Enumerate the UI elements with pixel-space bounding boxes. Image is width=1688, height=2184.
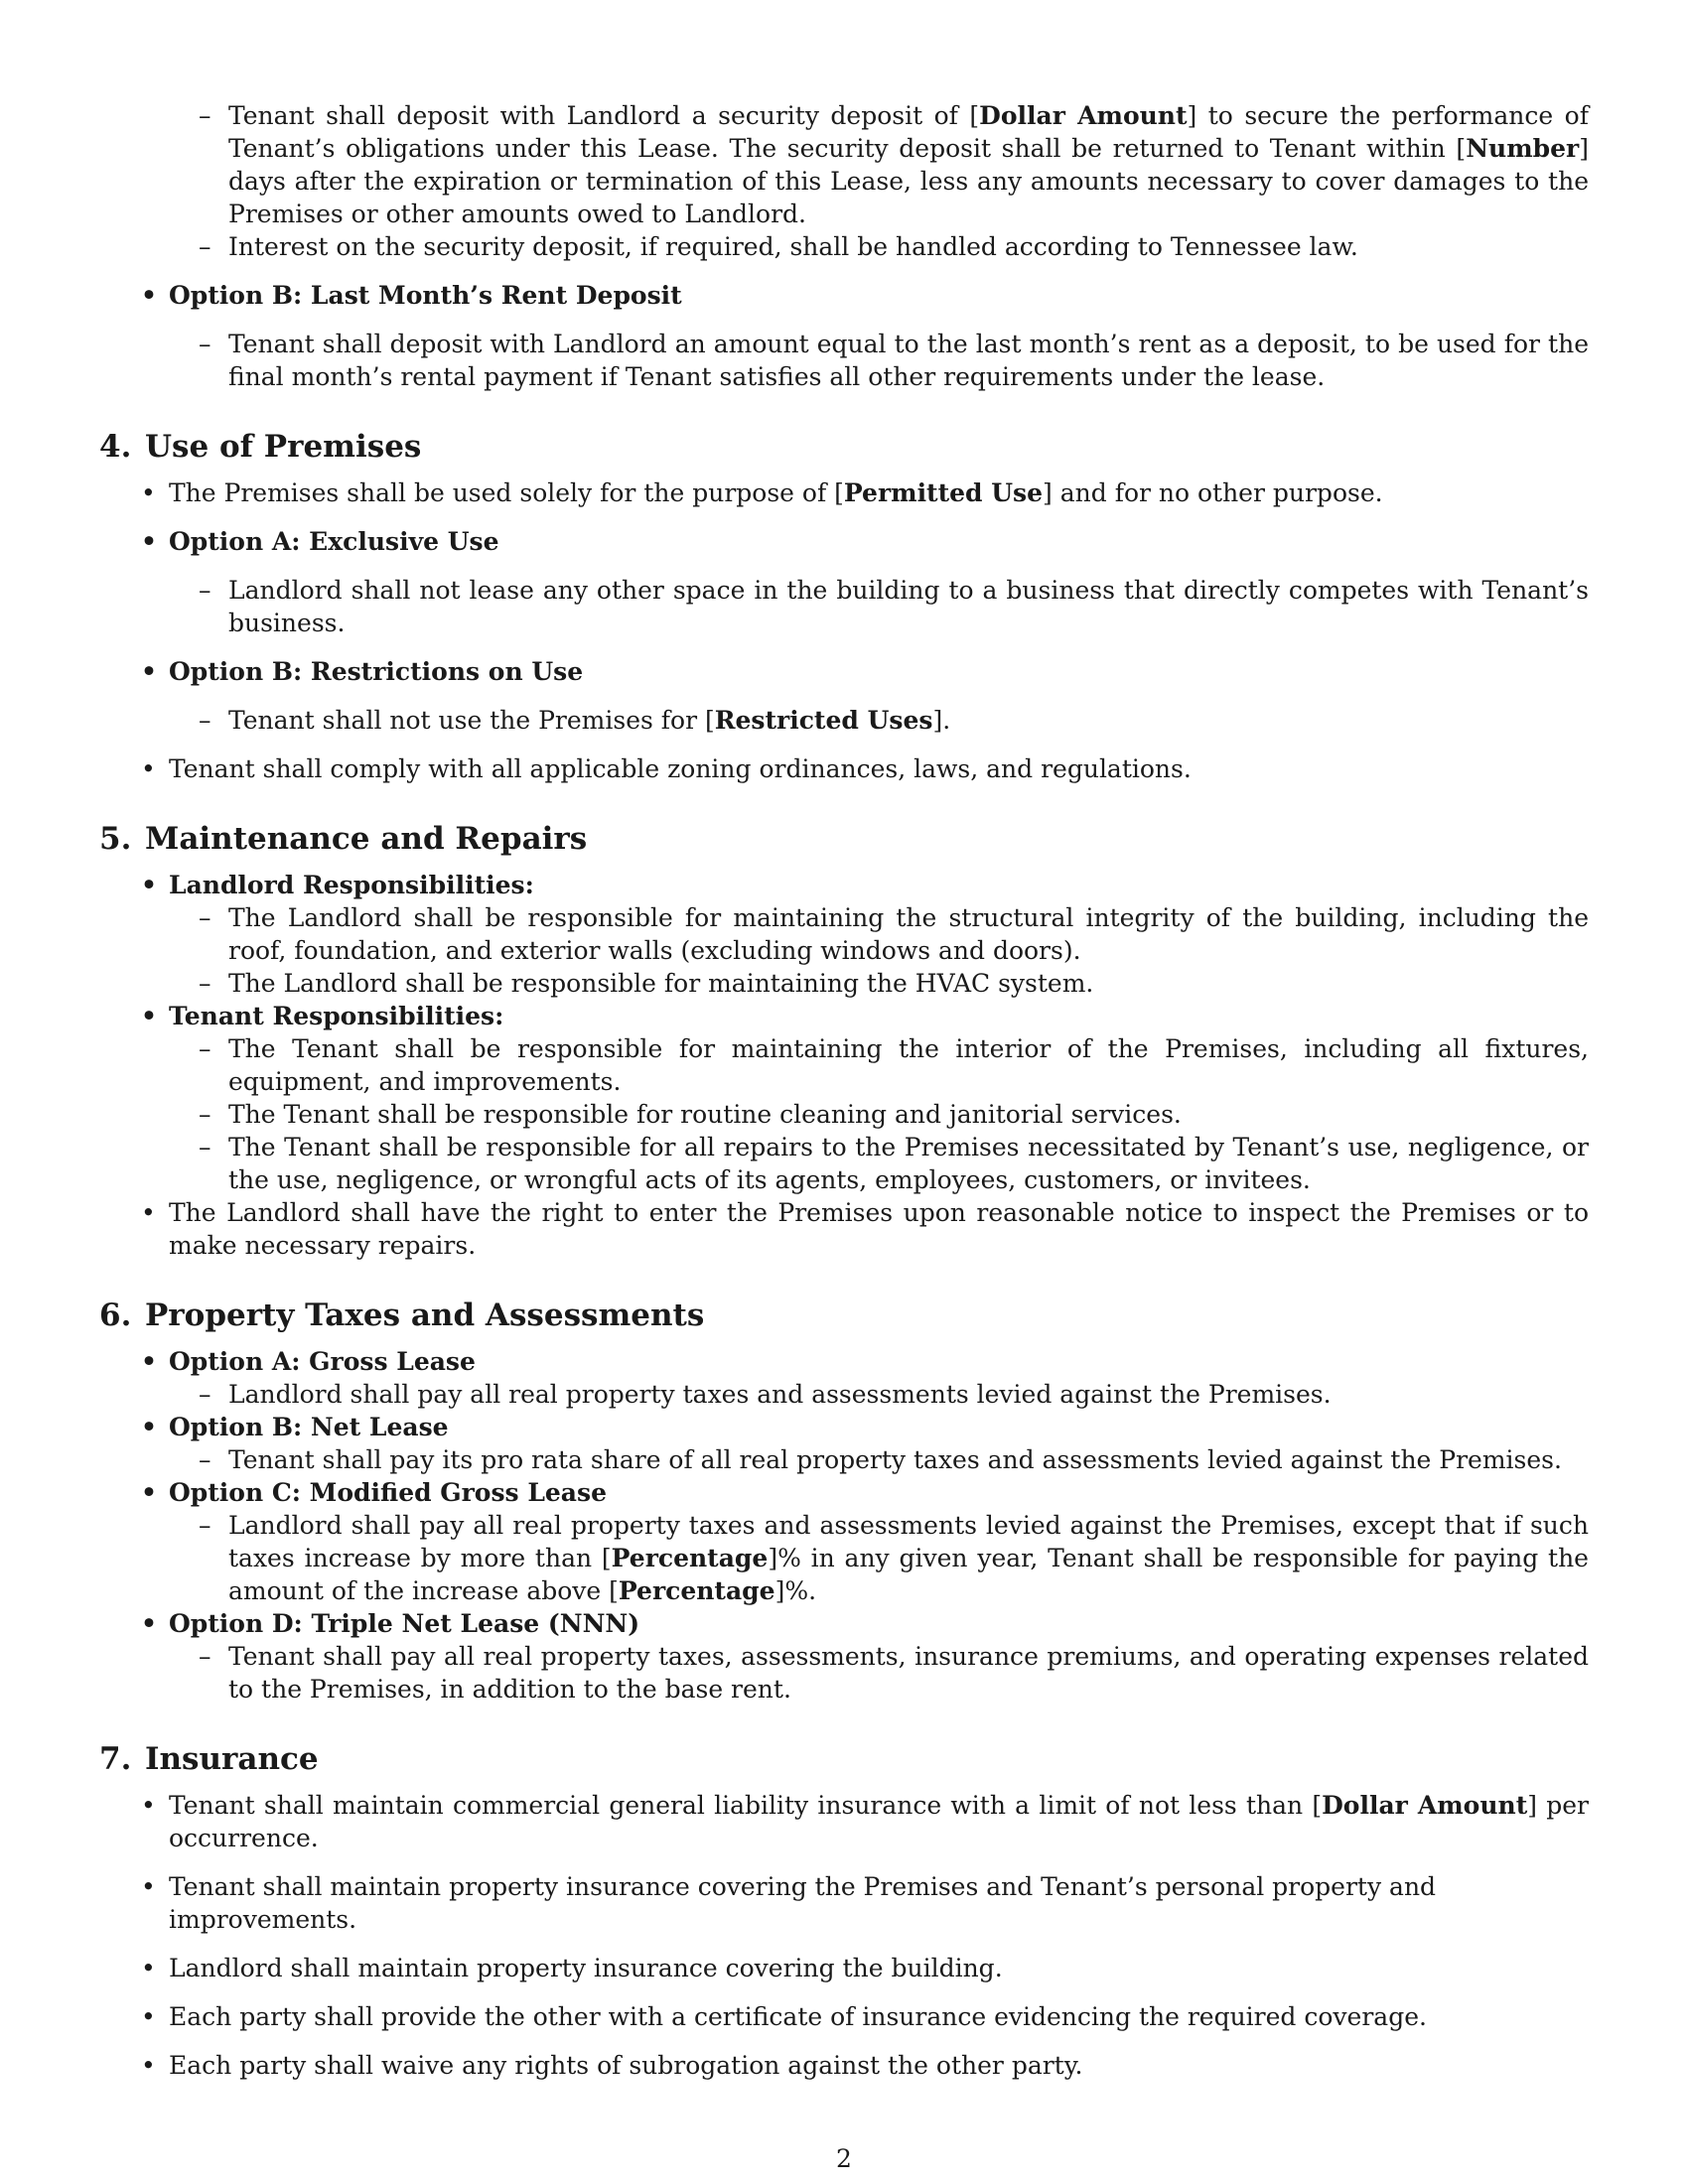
section-7-heading: 7. Insurance [99, 1741, 319, 1777]
tenant-repairs-item: – The Tenant shall be responsible for all repairs to the Premises necessitated by Tenant’s use, negligence, or the use, negligence, or wrongful acts of its agents, employees, customers, or invitees. [99, 1131, 1589, 1196]
option-c-modified-gross: • Option C: Modified Gross Lease [99, 1476, 1589, 1509]
triple-net-item: – Tenant shall pay all real property taxes, assessments, insurance premiums, and operating expenses related to the Premises, in addition to the base rent. [99, 1640, 1589, 1706]
section-4-heading: 4. Use of Premises [99, 429, 422, 465]
property-insurance-tenant-item: • Tenant shall maintain property insurance covering the Premises and Tenant’s personal property and improvements. [99, 1870, 1589, 1936]
option-a-exclusive-use: • Option A: Exclusive Use [99, 525, 1589, 558]
permitted-use-item: • The Premises shall be used solely for the purpose of [Permitted Use] and for no other purpose. [99, 477, 1589, 509]
page-number: 2 [836, 2144, 852, 2173]
landlord-structural-item: – The Landlord shall be responsible for maintaining the structural integrity of the building, including the roof, foundation, and exterior walls (excluding windows and doors). [99, 901, 1589, 967]
deposit-interest-item: – Interest on the security deposit, if required, shall be handled according to Tennessee law. [99, 230, 1589, 263]
landlord-responsibilities-heading: • Landlord Responsibilities: [99, 869, 1589, 901]
option-d-triple-net: • Option D: Triple Net Lease (NNN) [99, 1607, 1589, 1640]
page-content [99, 99, 1589, 2082]
restricted-uses-item: – Tenant shall not use the Premises for [Restricted Uses]. [99, 704, 1589, 737]
certificate-insurance-item: • Each party shall provide the other with a certificate of insurance evidencing the required coverage. [99, 2000, 1589, 2033]
option-b-net-lease: • Option B: Net Lease [99, 1411, 1589, 1443]
gross-lease-item: – Landlord shall pay all real property taxes and assessments levied against the Premises. [99, 1378, 1589, 1411]
net-lease-item: – Tenant shall pay its pro rata share of all real property taxes and assessments levied against the Premises. [99, 1443, 1589, 1476]
landlord-hvac-item: – The Landlord shall be responsible for maintaining the HVAC system. [99, 967, 1589, 1000]
modified-gross-item: – Landlord shall pay all real property taxes and assessments levied against the Premises, except that if such taxes increase by more than [Percentage]% in any given year, Tenant shall be responsible for paying the amount of the increase above [Percentage]%. [99, 1509, 1589, 1607]
liability-insurance-item: • Tenant shall maintain commercial general liability insurance with a limit of not less than [Dollar Amount] per occurrence. [99, 1789, 1589, 1854]
section-5-heading: 5. Maintenance and Repairs [99, 821, 588, 857]
tenant-responsibilities-heading: • Tenant Responsibilities: [99, 1000, 1589, 1032]
property-insurance-landlord-item: • Landlord shall maintain property insurance covering the building. [99, 1952, 1589, 1984]
zoning-compliance-item: • Tenant shall comply with all applicable zoning ordinances, laws, and regulations. [99, 752, 1589, 785]
landlord-entry-item: • The Landlord shall have the right to enter the Premises upon reasonable notice to inspect the Premises or to make necessary repairs. [99, 1196, 1589, 1262]
exclusive-use-item: – Landlord shall not lease any other space in the building to a business that directly competes with Tenant’s business. [99, 574, 1589, 639]
tenant-cleaning-item: – The Tenant shall be responsible for routine cleaning and janitorial services. [99, 1098, 1589, 1131]
option-b-last-month-heading: • Option B: Last Month’s Rent Deposit [99, 279, 1589, 312]
tenant-interior-item: – The Tenant shall be responsible for maintaining the interior of the Premises, including all fixtures, equipment, and improvements. [99, 1032, 1589, 1098]
option-a-gross-lease: • Option A: Gross Lease [99, 1345, 1589, 1378]
section-6-heading: 6. Property Taxes and Assessments [99, 1297, 705, 1333]
subrogation-waiver-item: • Each party shall waive any rights of subrogation against the other party. [99, 2049, 1589, 2082]
option-b-restrictions: • Option B: Restrictions on Use [99, 655, 1589, 688]
security-deposit-item: – Tenant shall deposit with Landlord a security deposit of [Dollar Amount] to secure the performance of Tenant’s obligations under this Lease. The security deposit shall be returned to Tenant within [Number] days after the expiration or termination of this Lease, less any amounts necessary to cover damages to the Premises or other amounts owed to Landlord. [99, 99, 1589, 230]
last-month-deposit-item: – Tenant shall deposit with Landlord an amount equal to the last month’s rent as a deposit, to be used for the final month’s rental payment if Tenant satisfies all other requirements under the lease. [99, 328, 1589, 393]
